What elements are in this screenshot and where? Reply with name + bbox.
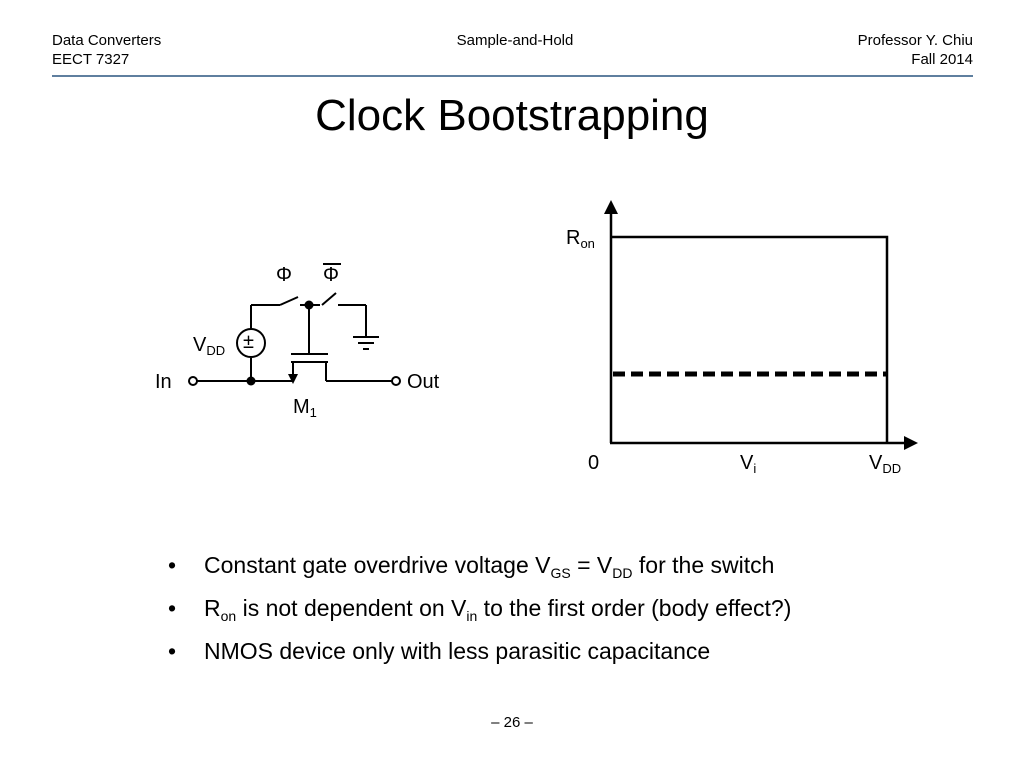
out-terminal [392,377,400,385]
section-title: Sample-and-Hold [456,32,574,49]
x-origin-label: 0 [588,452,600,474]
course-name: Data Converters [52,32,162,49]
source-arrow-icon [288,374,298,384]
bullet-item: • NMOS device only with less parasitic capacitance [168,638,711,664]
ground-icon [353,337,379,349]
bullet-marker: • [168,595,177,621]
phi-bar-label: Φ [323,264,339,286]
in-terminal [189,377,197,385]
plus-minus-symbol: ± [243,331,254,353]
bullet-item: • Constant gate overdrive voltage $V_{GS} = V_{DD}$ for the switch [168,552,775,581]
bullet-marker: • [168,552,177,578]
bullet-marker: • [168,638,177,664]
phi-bar-switch [322,293,336,305]
transistor-label: $M_1$ [293,396,317,420]
x-end-label: $V_{DD}$ [869,452,902,476]
instructor-name: Professor Y. Chiu [857,32,973,49]
vdd-source-label: $V_{DD}$ [193,334,226,358]
phi-switch [280,297,298,305]
y-axis-arrow-icon [604,200,618,214]
x-axis-arrow-icon [904,436,918,450]
in-label: In [155,371,172,393]
out-label: Out [407,371,440,393]
page-number: – 26 – [491,714,533,731]
ron-plot [604,200,918,450]
bullet-item: • $R_{on}$ is not dependent on $V_{in}$ to the first order (body effect?) [168,595,792,624]
term: Fall 2014 [911,51,973,68]
circuit-schematic [189,264,400,386]
slide-title: Clock Bootstrapping [315,91,709,140]
x-mid-label: $V_i$ [740,452,757,476]
course-number: EECT 7327 [52,51,130,68]
ron-curve-conventional [611,237,887,443]
y-axis-label: $R_{on}$ [566,227,595,251]
phi-label: Φ [276,264,292,286]
bullet-list [160,550,791,679]
